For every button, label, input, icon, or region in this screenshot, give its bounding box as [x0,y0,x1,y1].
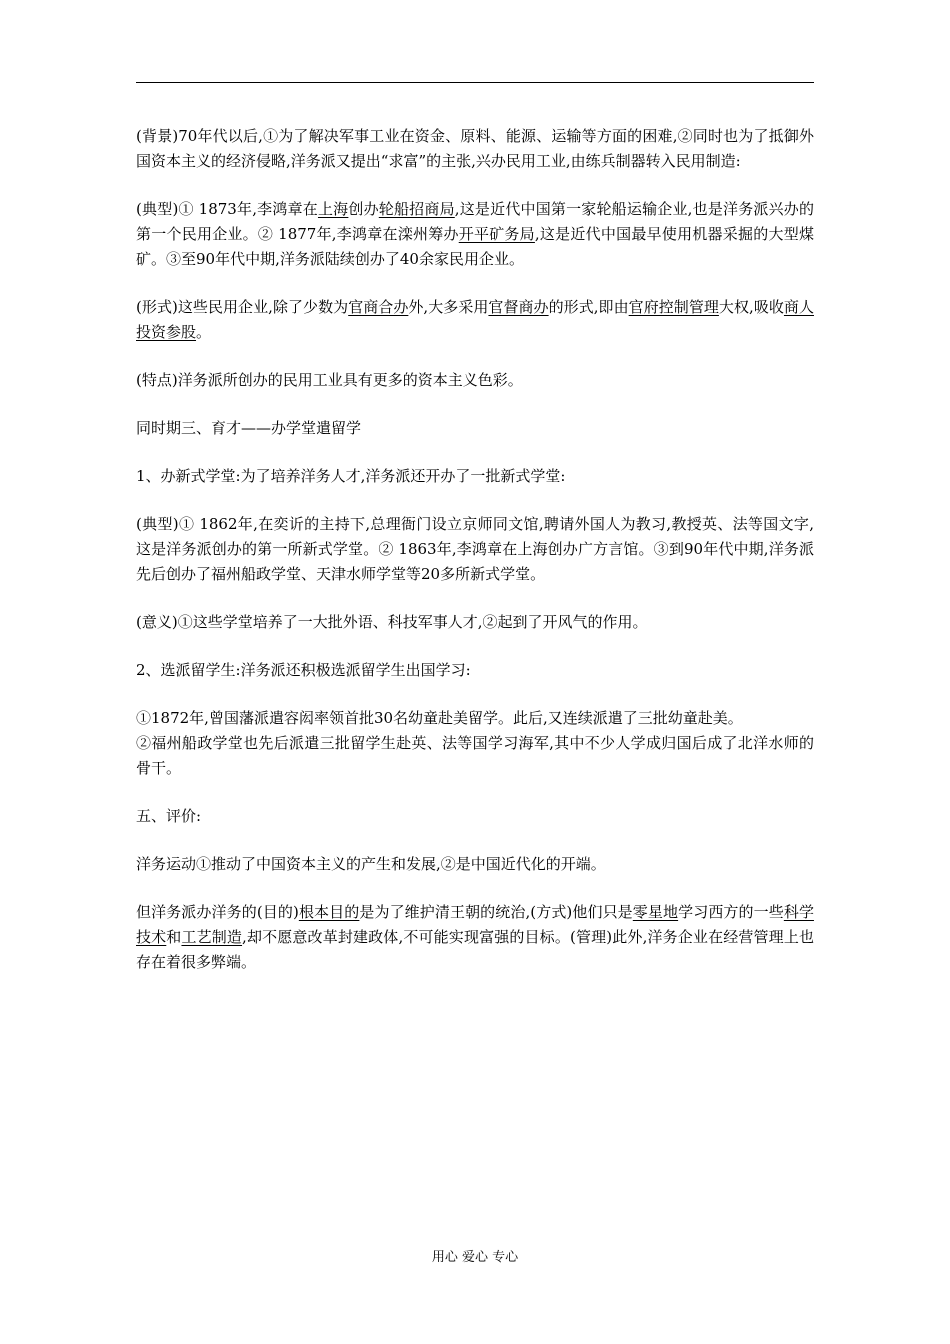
underlined-term: 科学技术 [136,903,814,946]
paragraph-typical-schools: (典型)① 1862年,在奕䜣的主持下,总理衙门设立京师同文馆,聘请外国人为教习,教授英、法等国文字,这是洋务派创办的第一所新式学堂。② 1863年,李鸿章在上海创办广方言馆。③到90年代中期,洋务派先后创办了福州船政学堂、天津水师学堂等20多所新式学堂。 [136,515,814,583]
paragraph-background: (背景)70年代以后,①为了解决军事工业在资金、原料、能源、运输等方面的困难,②同时也为了抵御外国资本主义的经济侵略,洋务派又提出“求富”的主张,兴办民用工业,由练兵制器转入民用制造: [136,127,814,170]
section-heading-education: 同时期三、育才——办学堂遣留学 [136,419,362,437]
page-footer: 用心 爱心 专心 [431,1250,519,1265]
underlined-term: 官府控制管理 [628,298,719,316]
underlined-term: 官商合办 [348,298,409,316]
underlined-term: 官督商办 [488,298,549,316]
paragraph-evaluation-limitations: 但洋务派办洋务的(目的)根本目的是为了维护清王朝的统治,(方式)他们只是零星地学习西方的一些科学技术和工艺制造,却不愿意改革封建政体,不可能实现富强的目标。(管理)此外,洋务企业在经营管理上也存在着很多弊端。 [136,903,814,971]
paragraph-significance: (意义)①这些学堂培养了一大批外语、科技军事人才,②起到了开风气的作用。 [136,613,648,631]
header-rule [136,82,814,83]
document-body [136,124,814,998]
paragraph-new-schools: 1、办新式学堂:为了培养洋务人才,洋务派还开办了一批新式学堂: [136,467,566,485]
underlined-term: 零星地 [632,903,679,921]
underlined-term: 开平矿务局 [458,225,535,243]
paragraph-typical-enterprises: (典型)① 1873年,李鸿章在上海创办轮船招商局,这是近代中国第一家轮船运输企业,也是洋务派兴办的第一个民用企业。② 1877年,李鸿章在滦州筹办开平矿务局,这是近代中国最早使用机器采掘的大型煤矿。③至90年代中期,洋务派陆续创办了40余家民用企业。 [136,200,814,268]
paragraph-study-abroad-details: ①1872年,曾国藩派遣容闳率领首批30名幼童赴美留学。此后,又连续派遣了三批幼童赴美。 ②福州船政学堂也先后派遣三批留学生赴英、法等国学习海军,其中不少人学成归国后成了北洋水师的骨干。 [136,709,814,777]
paragraph-form: (形式)这些民用企业,除了少数为官商合办外,大多采用官督商办的形式,即由官府控制管理大权,吸收商人投资参股。 [136,298,814,341]
underlined-term: 上海 [317,200,349,218]
underlined-term: 轮船招商局 [378,200,455,218]
underlined-term: 工艺制造 [181,928,243,946]
underlined-term: 根本目的 [298,903,360,921]
paragraph-evaluation-positive: 洋务运动①推动了中国资本主义的产生和发展,②是中国近代化的开端。 [136,855,606,873]
section-heading-evaluation: 五、评价: [136,807,202,825]
paragraph-study-abroad: 2、选派留学生:洋务派还积极选派留学生出国学习: [136,661,471,679]
underlined-term: 商人投资参股 [136,298,814,341]
paragraph-features: (特点)洋务派所创办的民用工业具有更多的资本主义色彩。 [136,371,523,389]
